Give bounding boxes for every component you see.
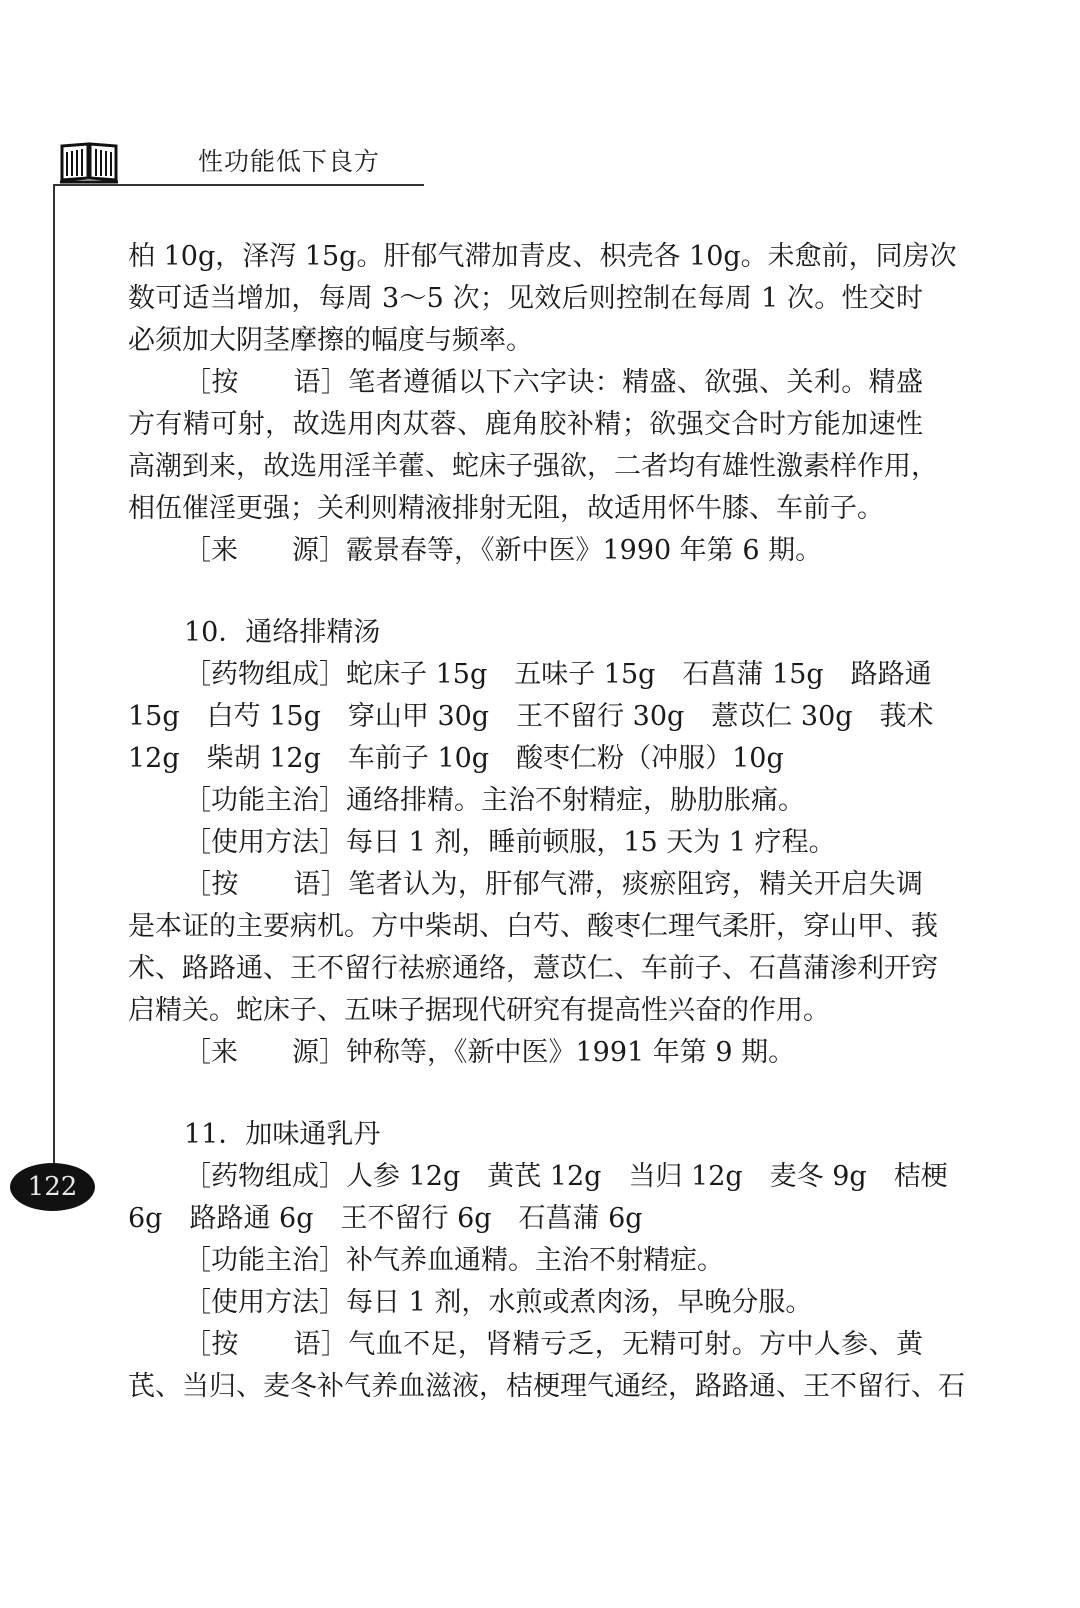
usage-line: ［使用方法］每日 1 剂，睡前顿服，15 天为 1 疗程。 [184, 827, 836, 858]
text-line: 是本证的主要病机。方中柴胡、白芍、酸枣仁理气柔肝，穿山甲、莪 [128, 911, 938, 942]
section-gap [128, 1074, 923, 1114]
section-heading: 10．通络排精汤 [184, 617, 381, 648]
text-line: 6g 路路通 6g 王不留行 6g 石菖蒲 6g [128, 1203, 643, 1234]
page-body [128, 236, 965, 1408]
text-line: 方有精可射，故选用肉苁蓉、鹿角胶补精；欲强交合时方能加速性 [128, 409, 923, 440]
section-gap [128, 572, 923, 612]
text-line: 必须加大阴茎摩擦的幅度与频率。 [128, 325, 533, 356]
text-line: 15g 白芍 15g 穿山甲 30g 王不留行 30g 薏苡仁 30g 莪术 [128, 701, 934, 732]
text-line: 相伍催淫更强；关利则精液排射无阻，故适用怀牛膝、车前子。 [128, 493, 884, 524]
note-line: ［按 语］笔者认为，肝郁气滞，痰瘀阻窍，精关开启失调 [184, 869, 923, 900]
function-line: ［功能主治］通络排精。主治不射精症，胁肋胀痛。 [184, 785, 805, 816]
page-number-badge: 122 [10, 1163, 95, 1211]
note-line: ［按 语］笔者遵循以下六字诀：精盛、欲强、关利。精盛 [184, 367, 923, 398]
text-line: 柏 10g，泽泻 15g。肝郁气滞加青皮、枳壳各 10g。未愈前，同房次 [128, 241, 957, 272]
note-line: ［按 语］气血不足，肾精亏乏，无精可射。方中人参、黄 [184, 1329, 923, 1360]
ingredients-line: ［药物组成］蛇床子 15g 五味子 15g 石菖蒲 15g 路路通 [184, 659, 932, 690]
running-header-title: 性功能低下良方 [198, 147, 381, 176]
header-rule [54, 184, 424, 186]
text-line: 高潮到来，故选用淫羊藿、蛇床子强欲，二者均有雄性激素样作用， [128, 451, 938, 482]
side-rule [53, 184, 55, 1184]
section-heading: 11．加味通乳丹 [184, 1119, 381, 1150]
ingredients-line: ［药物组成］人参 12g 黄芪 12g 当归 12g 麦冬 9g 桔梗 [184, 1161, 948, 1192]
text-line: 芪、当归、麦冬补气养血滋液，桔梗理气通经，路路通、王不留行、石 [128, 1371, 965, 1402]
open-book-icon [58, 138, 120, 184]
source-line: ［来 源］钟称等，《新中医》1991 年第 9 期。 [184, 1037, 796, 1068]
function-line: ［功能主治］补气养血通精。主治不射精症。 [184, 1245, 724, 1276]
usage-line: ［使用方法］每日 1 剂，水煎或煮肉汤，早晚分服。 [184, 1287, 813, 1318]
text-line: 12g 柴胡 12g 车前子 10g 酸枣仁粉（冲服）10g [128, 743, 784, 774]
page-header [0, 0, 1080, 200]
text-line: 启精关。蛇床子、五味子据现代研究有提高性兴奋的作用。 [128, 995, 830, 1026]
text-line: 术、路路通、王不留行祛瘀通络，薏苡仁、车前子、石菖蒲渗利开窍 [128, 953, 938, 984]
source-line: ［来 源］霰景春等，《新中医》1990 年第 6 期。 [184, 535, 823, 566]
text-line: 数可适当增加，每周 3～5 次；见效后则控制在每周 1 次。性交时 [128, 283, 923, 314]
